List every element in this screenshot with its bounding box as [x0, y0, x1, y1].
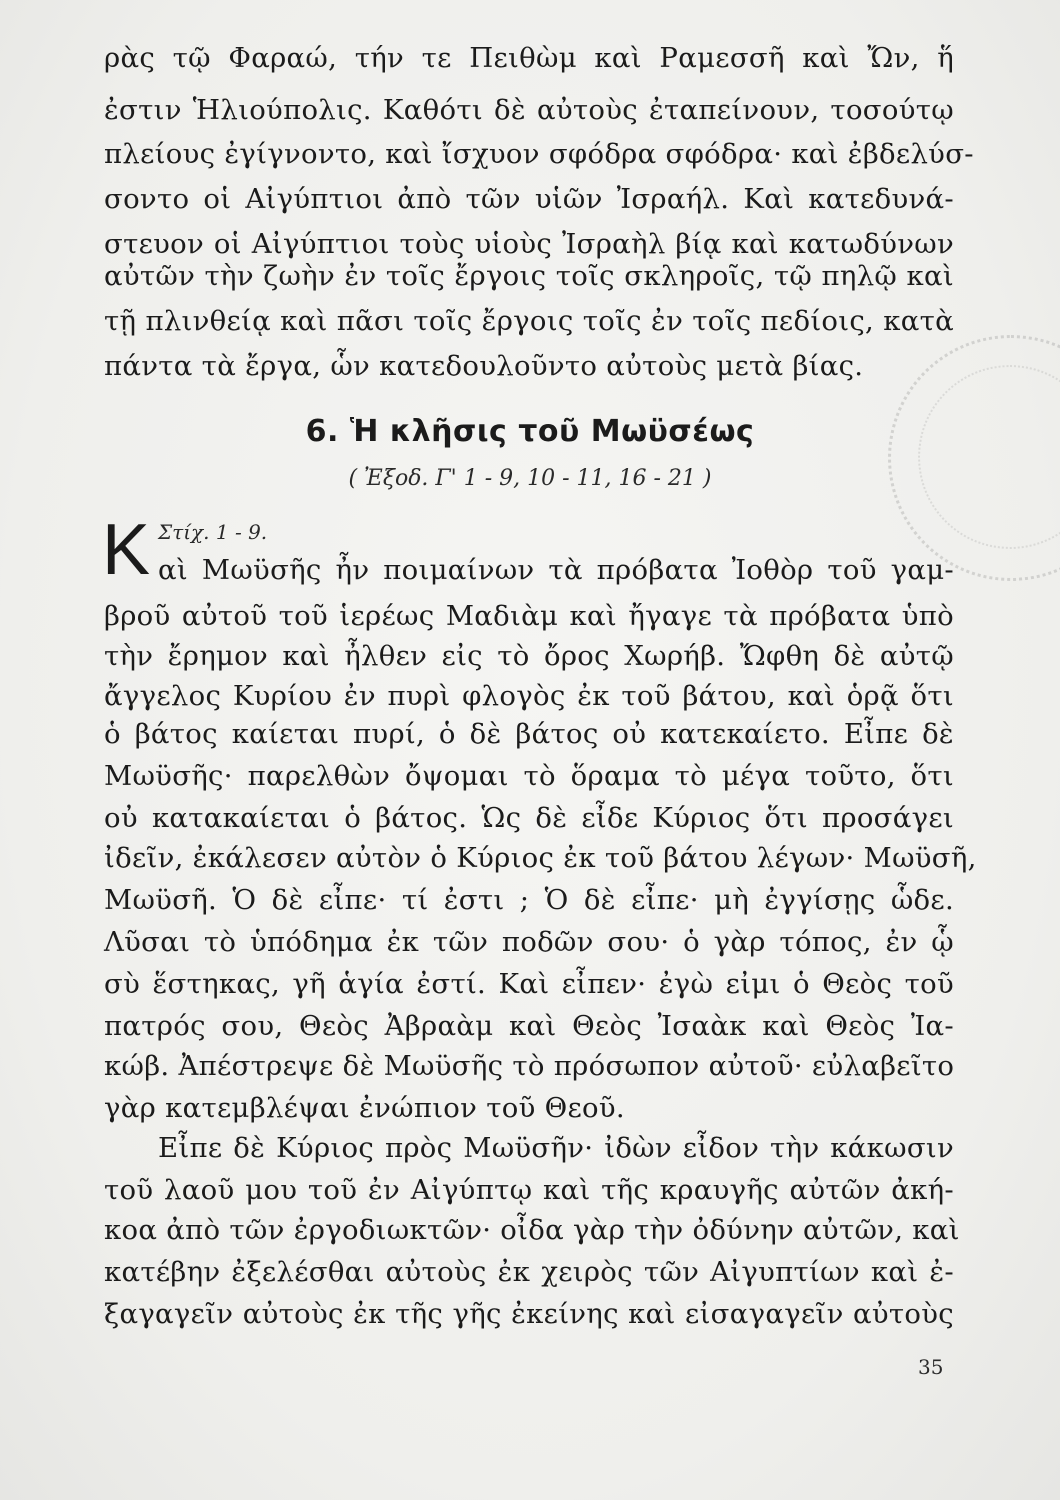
text-line: σοντο οἱ Αἰγύπτιοι ἀπὸ τῶν υἱῶν Ἰσραήλ. Καὶ κατεδυνά-: [104, 183, 954, 215]
text-line: Λῦσαι τὸ ὑπόδημα ἐκ τῶν ποδῶν σου· ὁ γὰρ τόπος, ἐν ᾧ: [104, 926, 954, 958]
text-line: αὐτῶν τὴν ζωὴν ἐν τοῖς ἔργοις τοῖς σκληροῖς, τῷ πηλῷ καὶ: [104, 260, 954, 292]
text-line: Εἶπε δὲ Κύριος πρὸς Μωϋσῆν· ἰδὼν εἶδον τὴν κάκωσιν: [158, 1132, 954, 1164]
text-line: κοα ἀπὸ τῶν ἐργοδιωκτῶν· οἶδα γὰρ τὴν ὀδύνην αὐτῶν, καὶ: [104, 1214, 960, 1246]
text-line: κατέβην ἐξελέσθαι αὐτοὺς ἐκ χειρὸς τῶν Αἰγυπτίων καὶ ἐ-: [104, 1256, 954, 1288]
section-heading: 6. Ἡ κλῆσις τοῦ Μωϋσέως: [305, 414, 755, 449]
text-line: ὁ βάτος καίεται πυρί, ὁ δὲ βάτος οὐ κατεκαίετο. Εἶπε δὲ: [104, 718, 954, 750]
drop-cap: Κ: [102, 510, 151, 590]
text-line: ἐστιν Ἡλιούπολις. Καθότι δὲ αὐτοὺς ἐταπείνουν, τοσούτῳ: [104, 94, 954, 126]
text-line: τὴν ἔρημον καὶ ἦλθεν εἰς τὸ ὄρος Χωρήβ. Ὤφθη δὲ αὐτῷ: [104, 640, 954, 672]
scripture-reference: ( Ἐξοδ. Γ' 1 - 9, 10 - 11, 16 - 21 ): [348, 466, 712, 491]
text-line: ἄγγελος Κυρίου ἐν πυρὶ φλογὸς ἐκ τοῦ βάτου, καὶ ὁρᾷ ὅτι: [104, 680, 954, 712]
verse-label: Στίχ. 1 - 9.: [158, 520, 268, 544]
text-line: γὰρ κατεμβλέψαι ἐνώπιον τοῦ Θεοῦ.: [104, 1092, 625, 1124]
text-line: οὐ κατακαίεται ὁ βάτος. Ὡς δὲ εἶδε Κύριος ὅτι προσάγει: [104, 802, 954, 834]
text-line: Μωϋσῆς· παρελθὼν ὄψομαι τὸ ὅραμα τὸ μέγα τοῦτο, ὅτι: [104, 760, 954, 792]
text-line: Μωϋσῆ. Ὁ δὲ εἶπε· τί ἐστι ; Ὁ δὲ εἶπε· μὴ ἐγγίσῃς ὧδε.: [104, 884, 954, 916]
text-line: αὶ Μωϋσῆς ἦν ποιμαίνων τὰ πρόβατα Ἰοθὸρ τοῦ γαμ-: [158, 554, 954, 586]
text-line: βροῦ αὐτοῦ τοῦ ἱερέως Μαδιὰμ καὶ ἤγαγε τὰ πρόβατα ὑπὸ: [104, 600, 954, 632]
text-line: τοῦ λαοῦ μου τοῦ ἐν Αἰγύπτῳ καὶ τῆς κραυγῆς αὐτῶν ἀκή-: [104, 1174, 954, 1206]
text-line: κώβ. Ἀπέστρεψε δὲ Μωϋσῆς τὸ πρόσωπον αὐτοῦ· εὐλαβεῖτο: [104, 1050, 955, 1082]
text-line: πάντα τὰ ἔργα, ὧν κατεδουλοῦντο αὐτοὺς μετὰ βίας.: [104, 350, 864, 382]
text-line: πατρός σου, Θεὸς Ἀβραὰμ καὶ Θεὸς Ἰσαὰκ καὶ Θεὸς Ἰα-: [104, 1010, 954, 1042]
text-line: ρὰς τῷ Φαραώ, τήν τε Πειθὼμ καὶ Ραμεσσῆ καὶ Ὤν, ἥ: [104, 42, 954, 74]
text-line: ἰδεῖν, ἐκάλεσεν αὐτὸν ὁ Κύριος ἐκ τοῦ βάτου λέγων· Μωϋσῆ,: [104, 842, 977, 874]
page-number: 35: [918, 1355, 944, 1379]
text-line: πλείους ἐγίγνοντο, καὶ ἴσχυον σφόδρα σφόδρα· καὶ ἐβδελύσ-: [104, 138, 974, 170]
text-line: στευον οἱ Αἰγύπτιοι τοὺς υἱοὺς Ἰσραὴλ βίᾳ καὶ κατωδύνων: [104, 228, 954, 260]
text-line: τῇ πλινθείᾳ καὶ πᾶσι τοῖς ἔργοις τοῖς ἐν τοῖς πεδίοις, κατὰ: [104, 305, 954, 337]
text-line: ξαγαγεῖν αὐτοὺς ἐκ τῆς γῆς ἐκείνης καὶ εἰσαγαγεῖν αὐτοὺς: [104, 1298, 954, 1330]
text-line: σὺ ἕστηκας, γῆ ἁγία ἐστί. Καὶ εἶπεν· ἐγὼ εἰμι ὁ Θεὸς τοῦ: [104, 968, 954, 1000]
